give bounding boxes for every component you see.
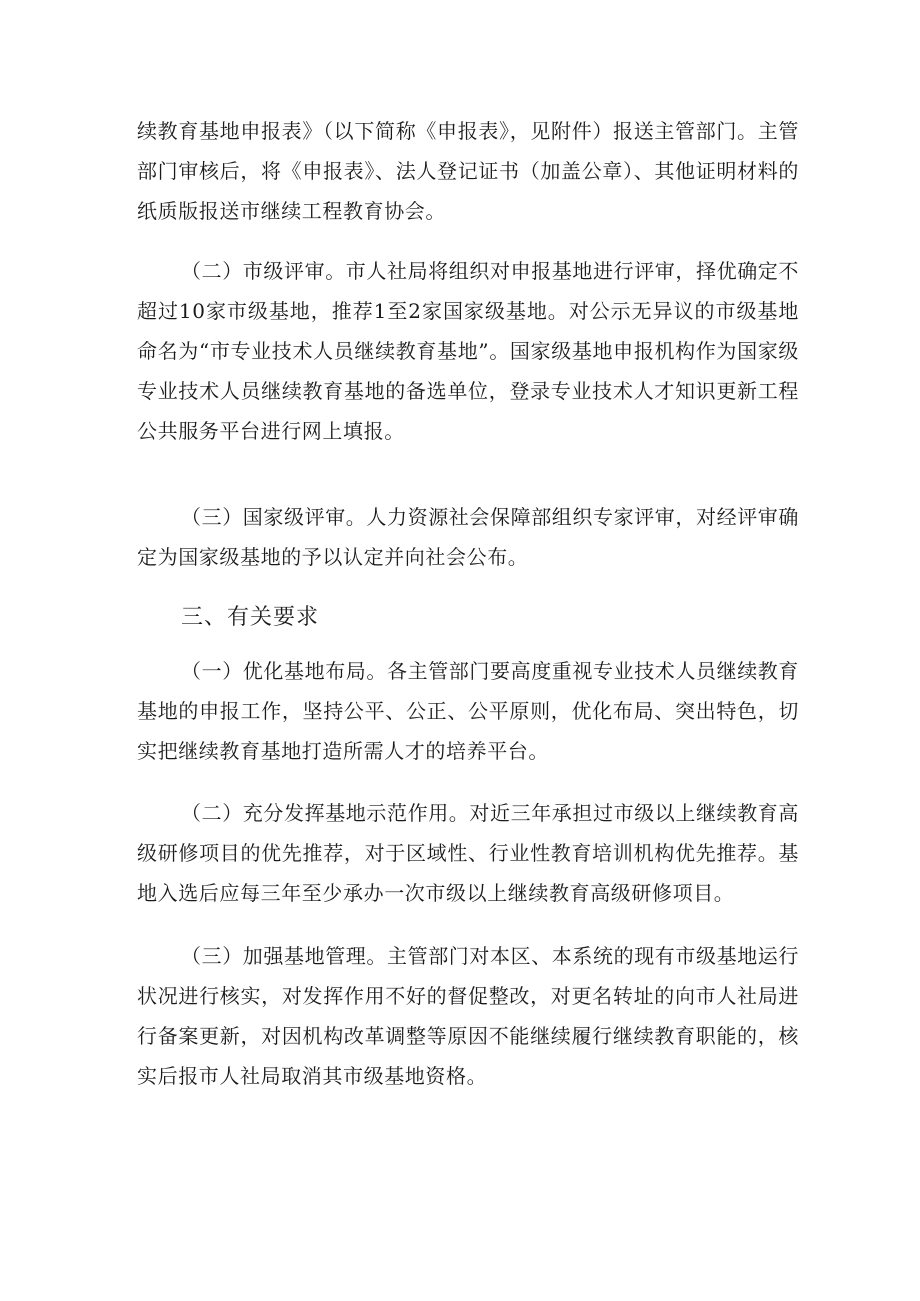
paragraph-optimize-layout: （一）优化基地布局。各主管部门要高度重视专业技术人员继续教育基地的申报工作，坚持公平、公正、公平原则，优化布局、突出特色，切实把继续教育基地打造所需人才的培养平台。 — [137, 659, 799, 763]
paragraph-base-management: （三）加强基地管理。主管部门对本区、本系统的现有市级基地运行状况进行核实，对发挥作用不好的督促整改，对更名转址的向市人社局进行备案更新，对因机构改革调整等原因不能继续履行继续教育职能的，核实后报市人社局取消其市级基地资格。 — [137, 944, 799, 1088]
paragraph-national-review: （三）国家级评审。人力资源社会保障部组织专家评审，对经评审确定为国家级基地的予以认定并向社会公布。 — [137, 505, 799, 569]
paragraph-city-review: （二）市级评审。市人社局将组织对申报基地进行评审，择优确定不超过10家市级基地，推荐1至2家国家级基地。对公示无异议的市级基地命名为“市专业技术人员继续教育基地”。国家级基地申报机构作为国家级专业技术人员继续教育基地的备选单位，登录专业技术人才知识更新工程公共服务平台进行网上填报。 — [137, 259, 799, 443]
section-heading-requirements: 三、有关要求 — [181, 605, 320, 630]
paragraph-demonstration-role: （二）充分发挥基地示范作用。对近三年承担过市级以上继续教育高级研修项目的优先推荐，对于区域性、行业性教育培训机构优先推荐。基地入选后应每三年至少承办一次市级以上继续教育高级研修项目。 — [137, 801, 799, 905]
paragraph-submission-continued: 续教育基地申报表》（以下简称《申报表》，见附件）报送主管部门。主管部门审核后，将《申报表》、法人登记证书（加盖公章）、其他证明材料的纸质版报送市继续工程教育协会。 — [137, 119, 799, 223]
